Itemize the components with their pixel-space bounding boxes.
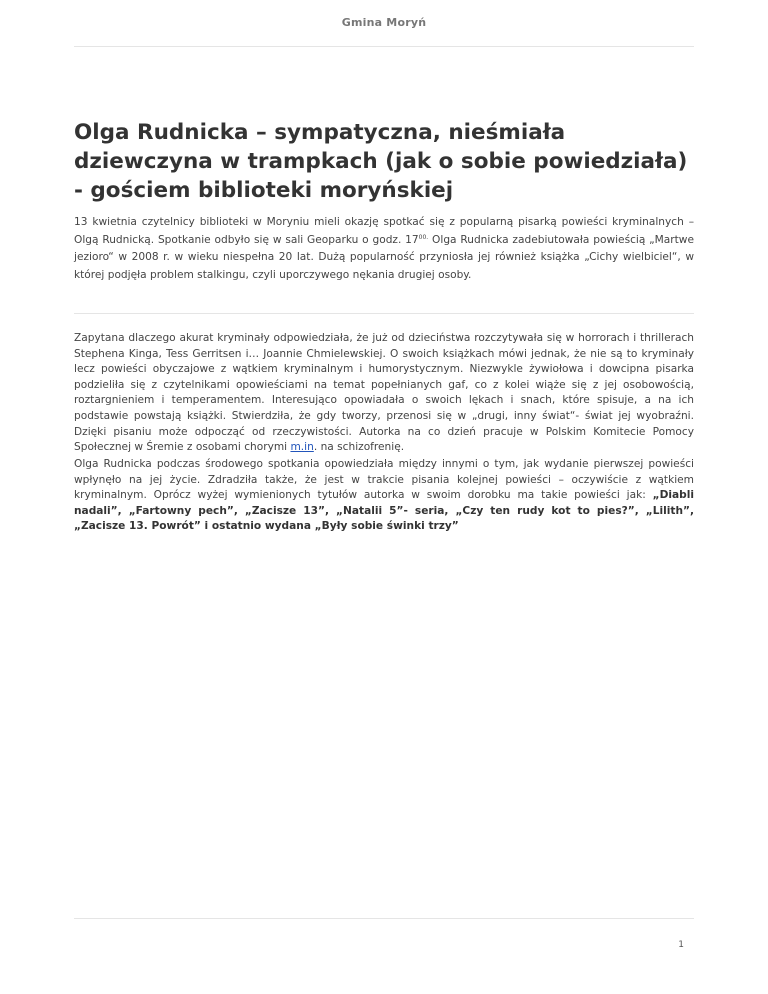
paragraph-1-text-end: . na schizofrenię.	[313, 441, 405, 454]
intro-text-end: Olga Rudnicka zadebiutowała powieścią „Martwe jezioro“ w 2008 r. w wieku niespełna 20 lat. Dużą popularność przyniosła jej również książka „Cichy wielbiciel“, w której podjęła problem stalkingu, czyli uporczywego nękania drugiej osoby.	[74, 233, 694, 281]
article-paragraph-1	[74, 331, 694, 456]
time-superscript: 00.	[418, 233, 429, 241]
paragraph-1-text: Zapytana dlaczego akurat kryminały odpowiedziała, że już od dzieciństwa rozczytywała się w horrorach i thrillerach Stephena Kinga, Tess Gerritsen i… Joannie Chmielewskiej. O swoich książkach mówi jednak, że nie są to kryminały lecz powieści obyczajowe z wątkiem kryminalnym i humorystycznym. Niezwykle żywiołowa i dowcipna pisarka podzieliła się z czytelnikami opowieściami na temat popełnianych gaf, co z kolei wiąże się z jej osobowością, roztargnieniem i temperamentem. Interesująco opowiadała o swoich lękach i snach, które spisuje, a na ich podstawie powstają książki. Stwierdziła, że gdy tworzy, przenosi się w „drugi, inny świat“- świat jej wyobraźni. Dzięki pisaniu może odpocząć od rzeczywistości. Autorka na co dzień pracuje w Polskim Komitecie Pomocy Społecznej w Śremie z osobami chorymi	[74, 332, 694, 454]
book-titles: „Diabli nadali”, „Fartowny pech”, „Zacisze 13”, „Natalii 5”- seria, „Czy ten rudy kot to pies?”, „Lilith”, „Zacisze 13. Powrót” i ostatnio wydana „Były sobie świnki trzy”	[74, 489, 694, 533]
site-header	[74, 0, 694, 47]
footer-divider	[74, 918, 694, 919]
article-intro	[74, 214, 694, 284]
min-link[interactable]: m.in	[290, 441, 314, 454]
paragraph-2-text: Olga Rudnicka podczas środowego spotkania opowiedziała między innymi o tym, jak wydanie pierwszej powieści wpłynęło na jej życie. Zdradziła także, że jest w trakcie pisania kolejnej powieści – oczywiście z wątkiem kryminalnym. Oprócz wyżej wymienionych tytułów autorka w swoim dorobku ma takie powieści jak:	[74, 458, 694, 502]
article-paragraph-2	[74, 457, 694, 535]
page-number: 1	[678, 940, 684, 950]
intro-divider	[74, 313, 694, 314]
site-name: Gmina Moryń	[341, 16, 427, 29]
intro-text-start: 13 kwietnia czytelnicy biblioteki w Moryniu mieli okazję spotkać się z popularną pisarką powieści kryminalnych – Olgą Rudnicką. Spotkanie odbyło się w sali Geoparku o godz. 17	[74, 216, 694, 246]
article-title: Olga Rudnicka – sympatyczna, nieśmiała dziewczyna w trampkach (jak o sobie powiedziała) - gościem biblioteki moryńskiej	[74, 120, 688, 203]
